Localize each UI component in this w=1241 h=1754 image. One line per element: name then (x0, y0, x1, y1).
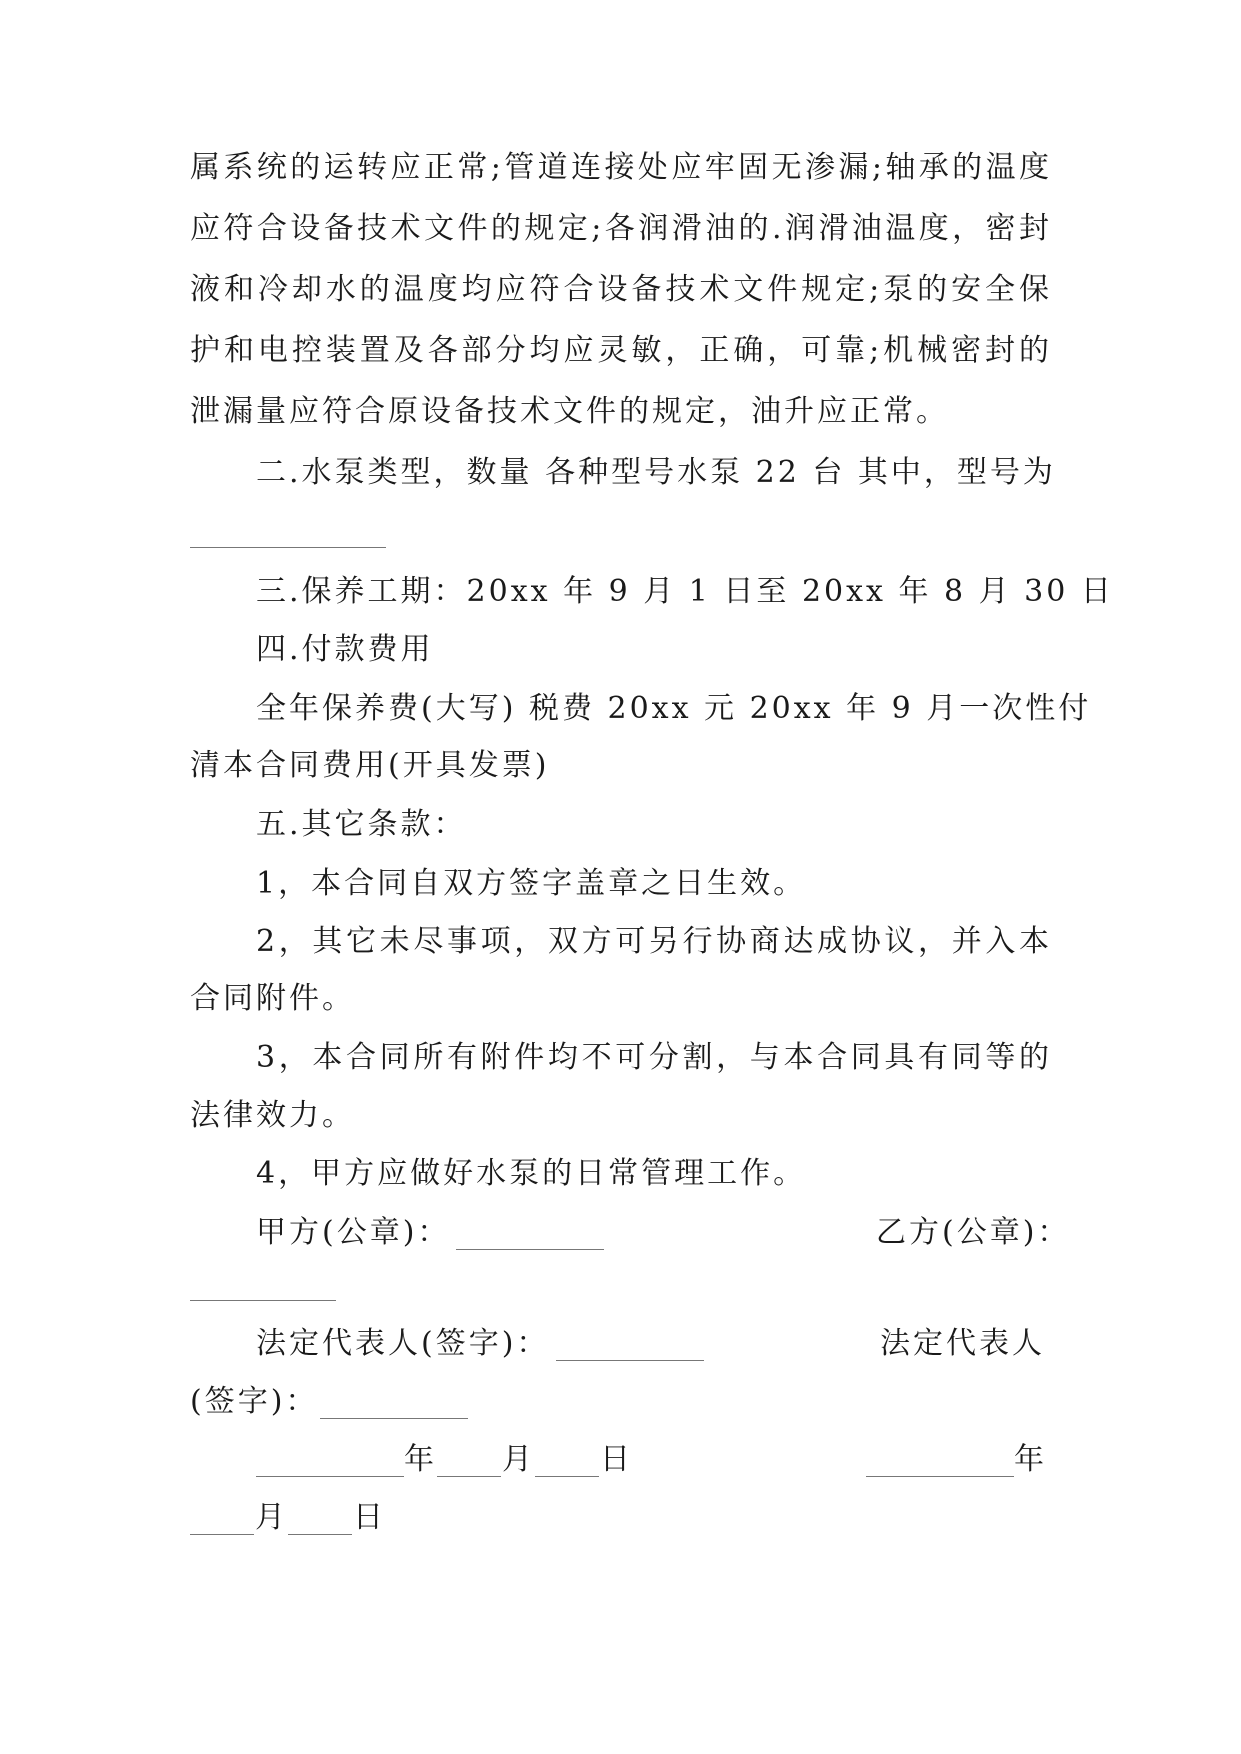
paragraph-line-5: 泄漏量应符合原设备技术文件的规定，油升应正常。 (190, 394, 949, 429)
clause-1: 1，本合同自双方签字盖章之日生效。 (256, 866, 807, 901)
party-b-seal-blank (190, 1299, 336, 1301)
section-4-line-2: 清本合同费用(开具发票) (190, 748, 550, 783)
party-a-day-label: 日 (600, 1442, 633, 1477)
party-b-rep-sign-label: (签字)： (190, 1384, 319, 1419)
paragraph-line-4: 护和电控装置及各部分均应灵敏，正确，可靠;机械密封的 (190, 333, 1052, 368)
clause-3-line-2: 法律效力。 (190, 1098, 355, 1133)
party-b-month-blank (190, 1533, 254, 1535)
paragraph-line-3: 液和冷却水的温度均应符合设备技术文件规定;泵的安全保 (190, 272, 1052, 307)
paragraph-line-1: 属系统的运转应正常;管道连接处应牢固无渗漏;轴承的温度 (190, 150, 1052, 185)
paragraph-line-2: 应符合设备技术文件的规定;各润滑油的.润滑油温度，密封 (190, 211, 1052, 246)
party-b-day-blank (288, 1533, 352, 1535)
party-b-year-label: 年 (1014, 1442, 1047, 1477)
party-b-seal-label: 乙方(公章)： (876, 1215, 1071, 1250)
party-a-month-blank (437, 1475, 501, 1477)
party-a-rep-label: 法定代表人(签字)： (256, 1326, 550, 1361)
party-a-seal-label: 甲方(公章)： (256, 1215, 451, 1250)
pump-model-blank (190, 546, 386, 548)
section-4-line-1: 全年保养费(大写) 税费 20xx 元 20xx 年 9 月一次性付 (256, 691, 1092, 726)
party-a-day-blank (535, 1475, 599, 1477)
party-a-seal-blank (456, 1248, 604, 1250)
party-b-day-label: 日 (353, 1500, 386, 1535)
party-a-month-label: 月 (502, 1442, 535, 1477)
party-b-rep-label: 法定代表人 (880, 1326, 1045, 1361)
clause-3-line-1: 3，本合同所有附件均不可分割，与本合同具有同等的 (256, 1040, 1052, 1075)
section-5-heading: 五.其它条款： (256, 807, 467, 842)
party-a-year-blank (256, 1475, 404, 1477)
section-4-heading: 四.付款费用 (256, 632, 434, 667)
clause-2-line-1: 2，其它未尽事项，双方可另行协商达成协议，并入本 (256, 924, 1052, 959)
party-a-year-label: 年 (404, 1442, 437, 1477)
clause-2-line-2: 合同附件。 (190, 981, 355, 1016)
section-3-text: 三.保养工期：20xx 年 9 月 1 日至 20xx 年 8 月 30 日 (256, 574, 1114, 609)
party-b-rep-blank (320, 1417, 468, 1419)
section-2-text: 二.水泵类型，数量 各种型号水泵 22 台 其中，型号为 (256, 455, 1056, 490)
party-b-month-label: 月 (255, 1500, 288, 1535)
clause-4: 4，甲方应做好水泵的日常管理工作。 (256, 1156, 807, 1191)
party-b-year-blank (866, 1475, 1014, 1477)
party-a-rep-blank (556, 1359, 704, 1361)
